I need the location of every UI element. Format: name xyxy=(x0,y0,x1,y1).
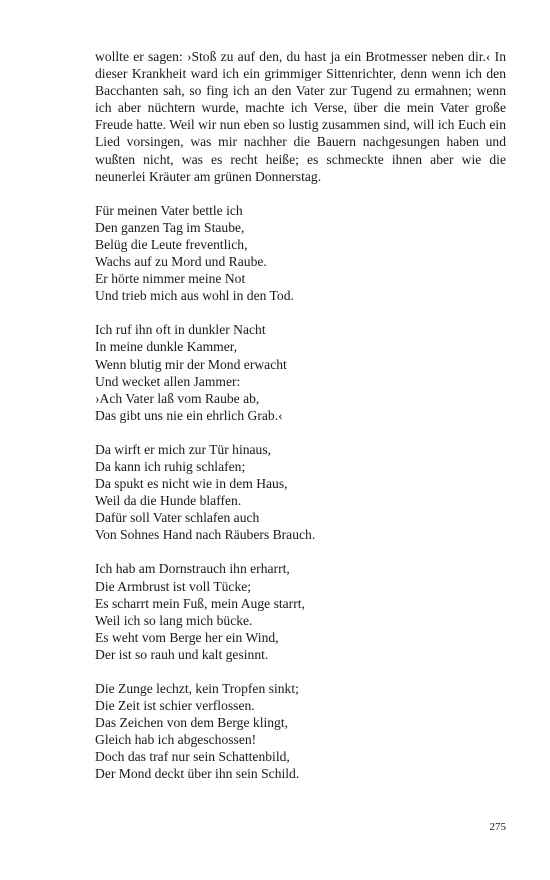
verse-line: Doch das traf nur sein Schattenbild, xyxy=(95,749,290,765)
verse-line: Von Sohnes Hand nach Räubers Brauch. xyxy=(95,527,316,543)
poem xyxy=(95,202,506,783)
verse-line: Da wirft er mich zur Tür hinaus, xyxy=(95,441,272,457)
verse-line: Weil da die Hunde blaffen. xyxy=(95,493,242,509)
verse-line: Es scharrt mein Fuß, mein Auge starrt, xyxy=(95,595,305,611)
prose-paragraph: wollte er sagen: ›Stoß zu auf den, du hast ja ein Brotmesser neben dir.‹ In dieser Krankheit ward ich ein grimmiger Sittenrichter, denn wenn ich den Bacchanten sah, so fing ich an den Vater zur Tugend zu ermahnen; wenn ich aber nüchtern wurde, machte ich Verse, über die mein Vater große Freude hatte. Weil wir nun eben so lustig zusammen sind, will ich Euch ein Lied vorsingen, was mir nachher die Bauern nachgesungen haben und wußten nicht, was es recht heiße; es schmeckte ihnen aber wie die neunerlei Kräuter am grünen Donnerstag. xyxy=(95,49,506,184)
verse-line: Die Armbrust ist voll Tücke; xyxy=(95,578,252,594)
verse-line: Den ganzen Tag im Staube, xyxy=(95,219,245,235)
page-number: 275 xyxy=(489,821,506,833)
verse-line: Die Zunge lechzt, kein Tropfen sinkt; xyxy=(95,681,299,696)
verse-line: Für meinen Vater bettle ich xyxy=(95,202,243,218)
verse-line: Ich hab am Dornstrauch ihn erharrt, xyxy=(95,561,290,577)
verse-line: Wenn blutig mir der Mond erwacht xyxy=(95,356,287,372)
stanza-3 xyxy=(95,441,506,544)
stanza-5 xyxy=(95,680,506,783)
stanza-1 xyxy=(95,202,506,305)
verse-line: Ich ruf ihn oft in dunkler Nacht xyxy=(95,322,266,338)
verse-line: Gleich hab ich abgeschossen! xyxy=(95,732,257,748)
verse-line: Wachs auf zu Mord und Raube. xyxy=(95,254,267,270)
verse-line: In meine dunkle Kammer, xyxy=(95,339,238,355)
verse-line: Belüg die Leute freventlich, xyxy=(95,236,248,252)
verse-line: Weil ich so lang mich bücke. xyxy=(95,612,253,628)
verse-line: Dafür soll Vater schlafen auch xyxy=(95,510,260,526)
verse-line: Das Zeichen von dem Berge klingt, xyxy=(95,715,289,731)
verse-line: ›Ach Vater laß vom Raube ab, xyxy=(95,390,260,406)
verse-line: Der Mond deckt über ihn sein Schild. xyxy=(95,766,300,782)
verse-line: Da spukt es nicht wie in dem Haus, xyxy=(95,476,288,492)
verse-line: Er hörte nimmer meine Not xyxy=(95,271,246,287)
stanza-2 xyxy=(95,321,506,424)
verse-line: Die Zeit ist schier verflossen. xyxy=(95,698,255,714)
verse-line: Und trieb mich aus wohl in den Tod. xyxy=(95,288,294,304)
book-page xyxy=(95,48,506,783)
verse-line: Das gibt uns nie ein ehrlich Grab.‹ xyxy=(95,407,283,423)
verse-line: Da kann ich ruhig schlafen; xyxy=(95,458,246,474)
verse-line: Es weht vom Berge her ein Wind, xyxy=(95,629,279,645)
verse-line: Der ist so rauh und kalt gesinnt. xyxy=(95,646,269,662)
stanza-4 xyxy=(95,560,506,663)
verse-line: Und wecket allen Jammer: xyxy=(95,373,241,389)
